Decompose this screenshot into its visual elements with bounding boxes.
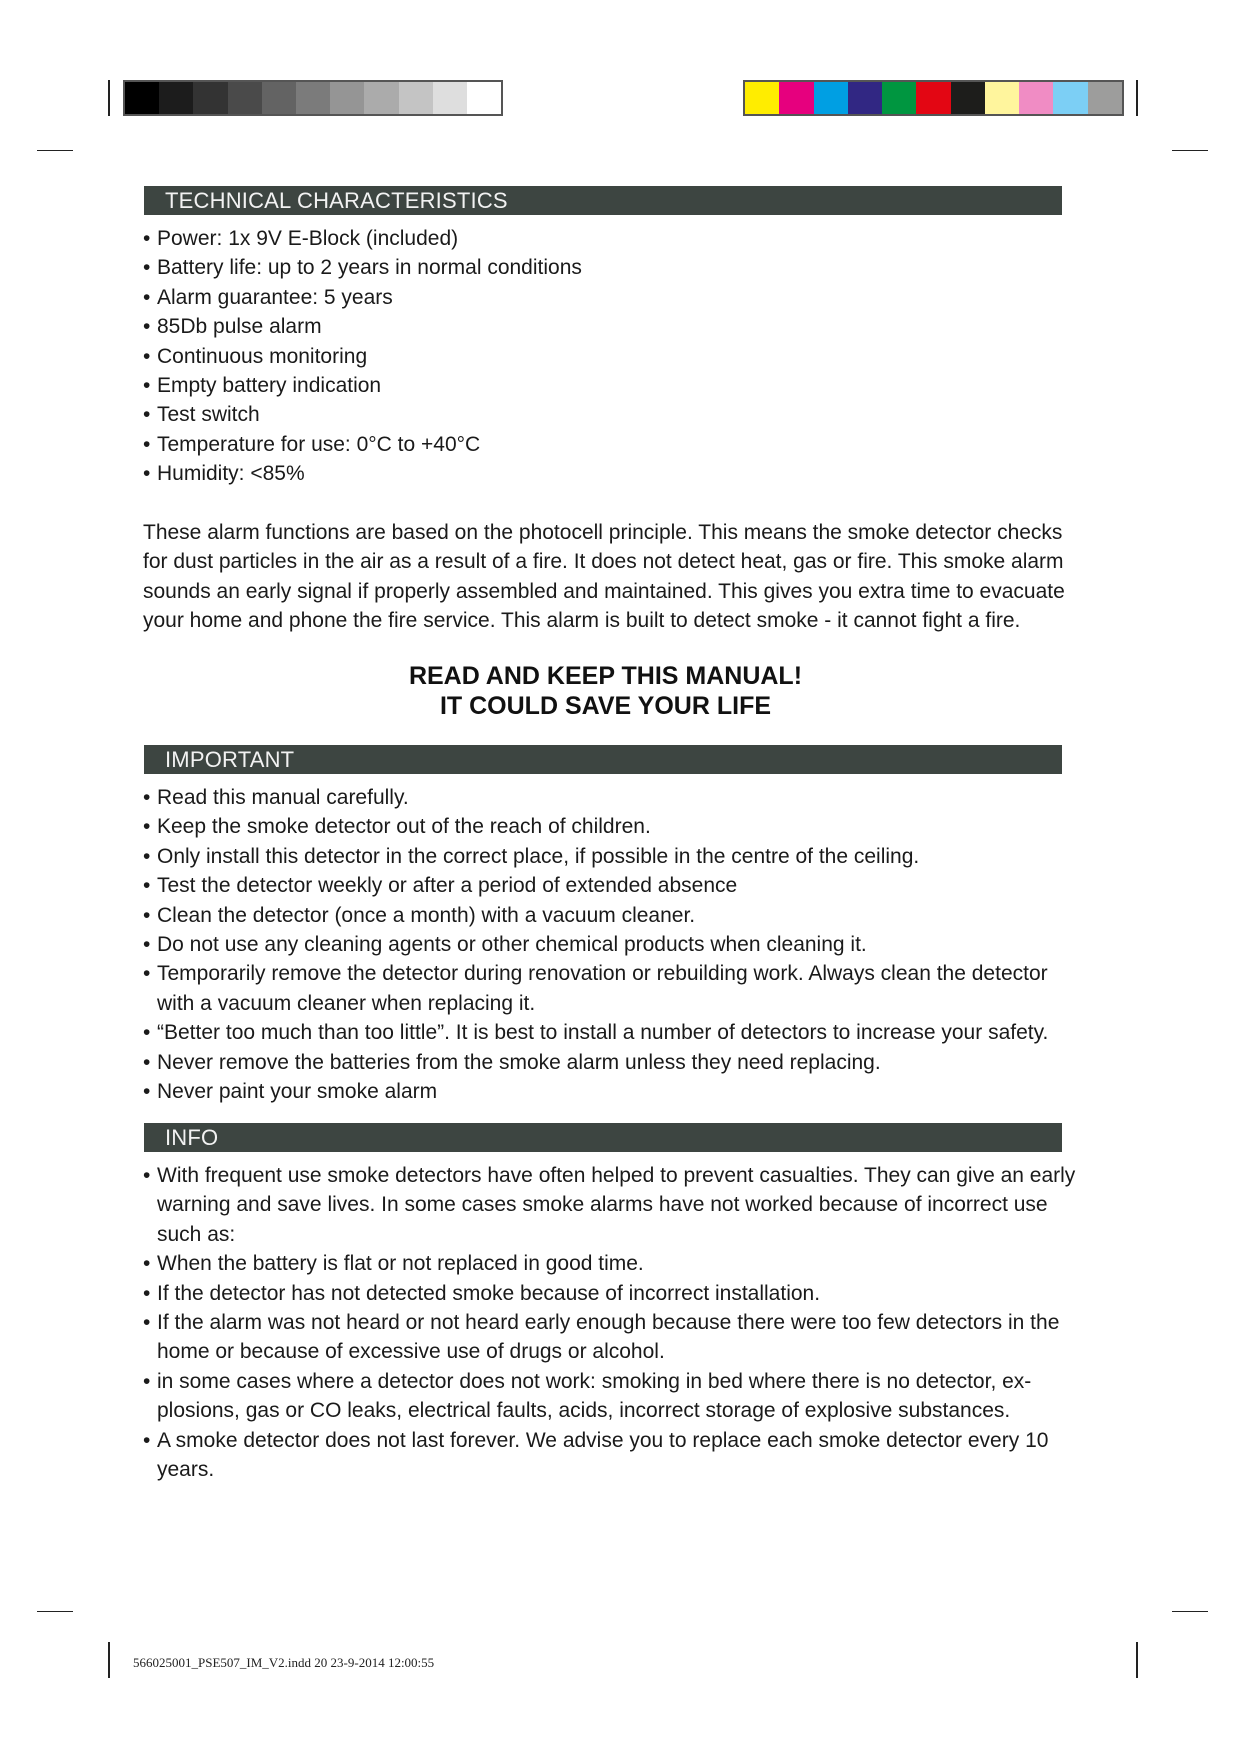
list-item: • Temperature for use: 0°C to +40°C	[143, 430, 1083, 459]
gray-swatch	[364, 82, 398, 114]
list-item: • If the detector has not detected smoke because of incorrect installation.	[143, 1279, 1083, 1308]
photocell-paragraph: These alarm functions are based on the photocell principle. This means the smoke detector checks for dust particles in the air as a result of a fire. It does not detect heat, gas or fire. This smoke alarm sounds an early signal if properly assembled and maintained. This gives you extra time to evacuate your home and phone the fire service. This alarm is built to detect smoke - it cannot fight a fire.	[143, 521, 1065, 633]
list-item: • Power: 1x 9V E-Block (included)	[143, 224, 1083, 253]
color-swatch	[1019, 82, 1053, 114]
crop-mark-bottom-left	[37, 1611, 73, 1612]
registration-bar-right	[1136, 80, 1138, 116]
list-item: • Only install this detector in the correct place, if possible in the centre of the ceiling.	[143, 842, 1083, 871]
gray-swatch	[262, 82, 296, 114]
important-list	[143, 783, 1083, 1106]
list-item: • A smoke detector does not last forever. We advise you to replace each smoke detector every 10 years.	[143, 1426, 1083, 1485]
list-item: • Humidity: <85%	[143, 459, 1083, 488]
gray-swatch	[467, 82, 501, 114]
list-item: • Continuous monitoring	[143, 342, 1083, 371]
list-item: • With frequent use smoke detectors have often helped to prevent casualties. They can give an early warning and save lives. In some cases smoke alarms have not worked because of incorrect use such as:	[143, 1161, 1083, 1249]
color-swatch	[985, 82, 1019, 114]
list-item: • Do not use any cleaning agents or other chemical products when cleaning it.	[143, 930, 1083, 959]
crop-mark-top-right	[1172, 150, 1208, 151]
gray-swatch	[399, 82, 433, 114]
list-item: • If the alarm was not heard or not heard early enough because there were too few detectors in the home or because of excessive use of drugs or alcohol.	[143, 1308, 1083, 1367]
gray-swatch	[159, 82, 193, 114]
registration-bar-left	[108, 80, 110, 116]
color-swatch	[951, 82, 985, 114]
grayscale-swatch-strip	[123, 80, 503, 116]
technical-list	[143, 224, 1083, 489]
color-swatch	[779, 82, 813, 114]
list-item: • Clean the detector (once a month) with a vacuum cleaner.	[143, 901, 1083, 930]
gray-swatch	[296, 82, 330, 114]
crop-mark-bottom-right	[1172, 1611, 1208, 1612]
gray-swatch	[330, 82, 364, 114]
list-item: • Test the detector weekly or after a period of extended absence	[143, 871, 1083, 900]
section-header-info: INFO	[144, 1123, 1062, 1152]
gray-swatch	[193, 82, 227, 114]
list-item: • Battery life: up to 2 years in normal conditions	[143, 253, 1083, 282]
color-swatch	[814, 82, 848, 114]
list-item: • Never remove the batteries from the smoke alarm unless they need replacing.	[143, 1048, 1083, 1077]
callout-line-1: READ AND KEEP THIS MANUAL!	[408, 662, 803, 690]
color-swatch	[1053, 82, 1087, 114]
gray-swatch	[228, 82, 262, 114]
list-item: • When the battery is flat or not replaced in good time.	[143, 1249, 1083, 1278]
gray-swatch	[125, 82, 159, 114]
list-item: • Alarm guarantee: 5 years	[143, 283, 1083, 312]
list-item: • Read this manual carefully.	[143, 783, 1083, 812]
color-swatch	[1088, 82, 1122, 114]
list-item: • Keep the smoke detector out of the reach of children.	[143, 812, 1083, 841]
section-header-technical: TECHNICAL CHARACTERISTICS	[144, 186, 1062, 215]
section-header-important: IMPORTANT	[144, 745, 1062, 774]
color-swatch-strip	[743, 80, 1124, 116]
list-item: • 85Db pulse alarm	[143, 312, 1083, 341]
file-slug: 566025001_PSE507_IM_V2.indd 20 23-9-2014 12:00:55	[133, 1655, 435, 1670]
manual-callout	[143, 661, 1068, 721]
list-item: • Never paint your smoke alarm	[143, 1077, 1083, 1106]
crop-mark-top-left	[37, 150, 73, 151]
color-swatch	[848, 82, 882, 114]
list-item: • Test switch	[143, 400, 1083, 429]
gray-swatch	[433, 82, 467, 114]
list-item: • in some cases where a detector does not work: smoking in bed where there is no detector, ex-plosions, gas or CO leaks, electrical faults, acids, incorrect storage of explosive substances.	[143, 1367, 1083, 1426]
color-swatch	[916, 82, 950, 114]
footer-bar-right	[1136, 1642, 1138, 1678]
info-list	[143, 1161, 1083, 1484]
color-swatch	[745, 82, 779, 114]
list-item: • “Better too much than too little”. It is best to install a number of detectors to increase your safety.	[143, 1018, 1083, 1047]
callout-line-2: IT COULD SAVE YOUR LIFE	[439, 692, 772, 720]
list-item: • Empty battery indication	[143, 371, 1083, 400]
list-item: • Temporarily remove the detector during renovation or rebuilding work. Always clean the detector with a vacuum cleaner when replacing it.	[143, 959, 1083, 1018]
footer-bar-left	[108, 1642, 110, 1678]
color-swatch	[882, 82, 916, 114]
